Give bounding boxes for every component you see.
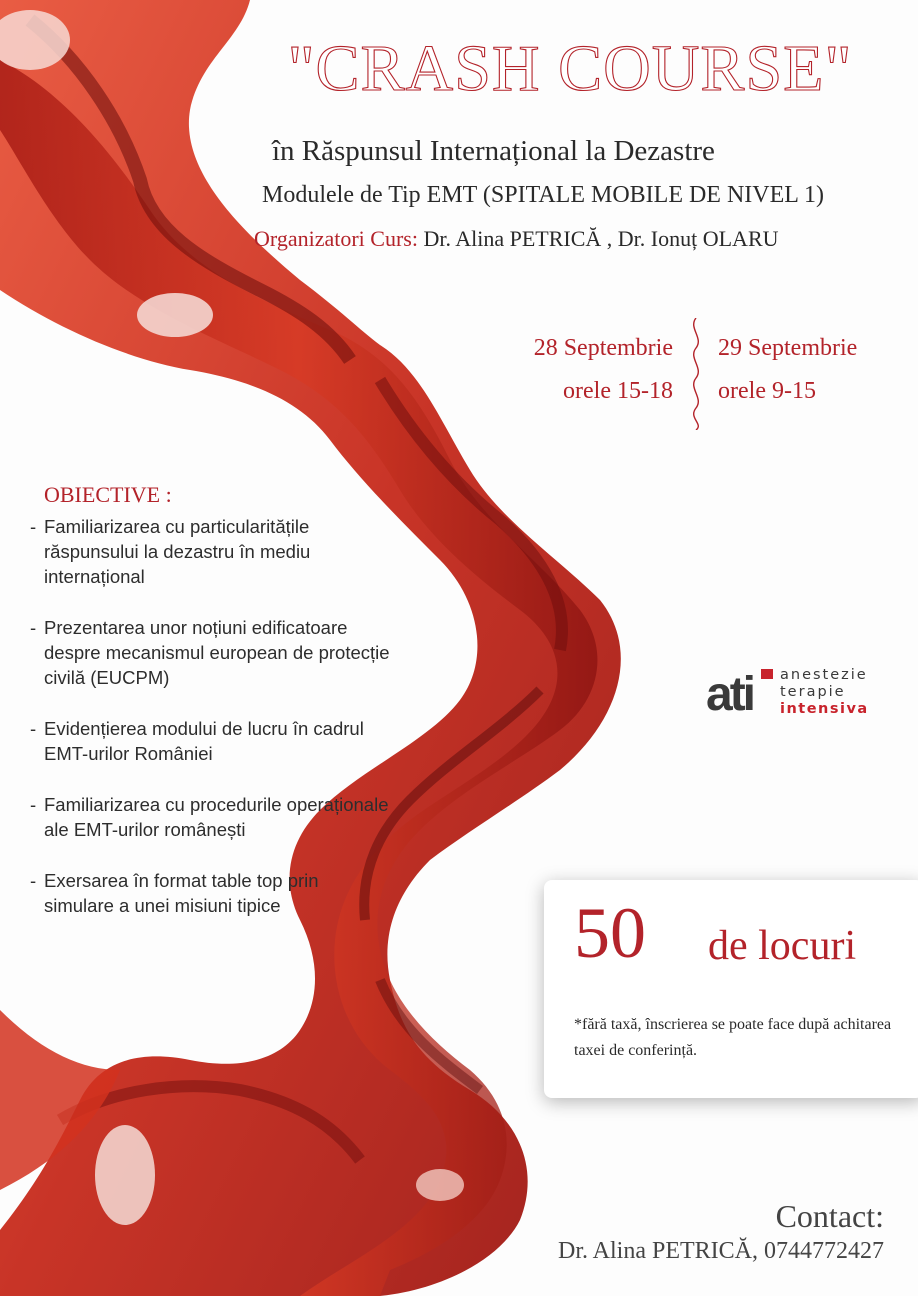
day2-time: orele 9-15 xyxy=(718,378,816,404)
objective-item: - Familiarizarea cu particularitățile răspunsului la dezastru în mediu internațional xyxy=(30,514,390,589)
course-subtitle: în Răspunsul Internațional la Dezastre xyxy=(272,135,715,167)
logo-word-terapie: terapie xyxy=(780,684,846,700)
logo-word-anestezie: anestezie xyxy=(780,667,868,683)
organizers-names: Dr. Alina PETRICĂ , Dr. Ionuț OLARU xyxy=(423,226,779,251)
day1-time: orele 15-18 xyxy=(563,378,673,404)
day2-date: 29 Septembrie xyxy=(718,335,858,361)
logo-words xyxy=(780,667,869,718)
objective-item: - Exersarea în format table top prin simulare a unei misiuni tipice xyxy=(30,868,390,918)
objectives-heading: OBIECTIVE : xyxy=(44,482,172,507)
modules-line: Modulele de Tip EMT (SPITALE MOBILE DE NIVEL 1) xyxy=(262,182,825,208)
objective-item: - Prezentarea unor noțiuni edificatoare despre mecanismul european de protecție civilă (EUCPM) xyxy=(30,615,390,690)
contact-value: Dr. Alina PETRICĂ, 0744772427 xyxy=(557,1238,884,1264)
logo-word-intensiva: intensiva xyxy=(780,701,869,717)
ati-logo-mark: ati xyxy=(706,668,754,721)
objective-item: - Familiarizarea cu procedurile operaționale ale EMT-urilor românești xyxy=(30,792,390,842)
seats-label: de locuri xyxy=(708,923,857,969)
organizers-label: Organizatori Curs: xyxy=(254,226,418,251)
course-title: "CRASH COURSE" xyxy=(287,32,853,105)
organizers-line xyxy=(254,226,779,252)
ati-logo xyxy=(706,665,886,725)
day1-date: 28 Septembrie xyxy=(533,335,673,361)
objectives-list xyxy=(30,514,390,944)
contact-label: Contact: xyxy=(775,1198,884,1234)
seats-note: *fără taxă, înscrierea se poate face după achitarea taxei de conferință. xyxy=(574,1016,892,1059)
objective-item: - Evidențierea modului de lucru în cadrul EMT-urilor României xyxy=(30,716,390,766)
seats-number: 50 xyxy=(574,893,646,973)
logo-dot-icon xyxy=(761,669,773,679)
wavy-divider-icon xyxy=(686,318,706,430)
seats-card xyxy=(544,880,918,1098)
